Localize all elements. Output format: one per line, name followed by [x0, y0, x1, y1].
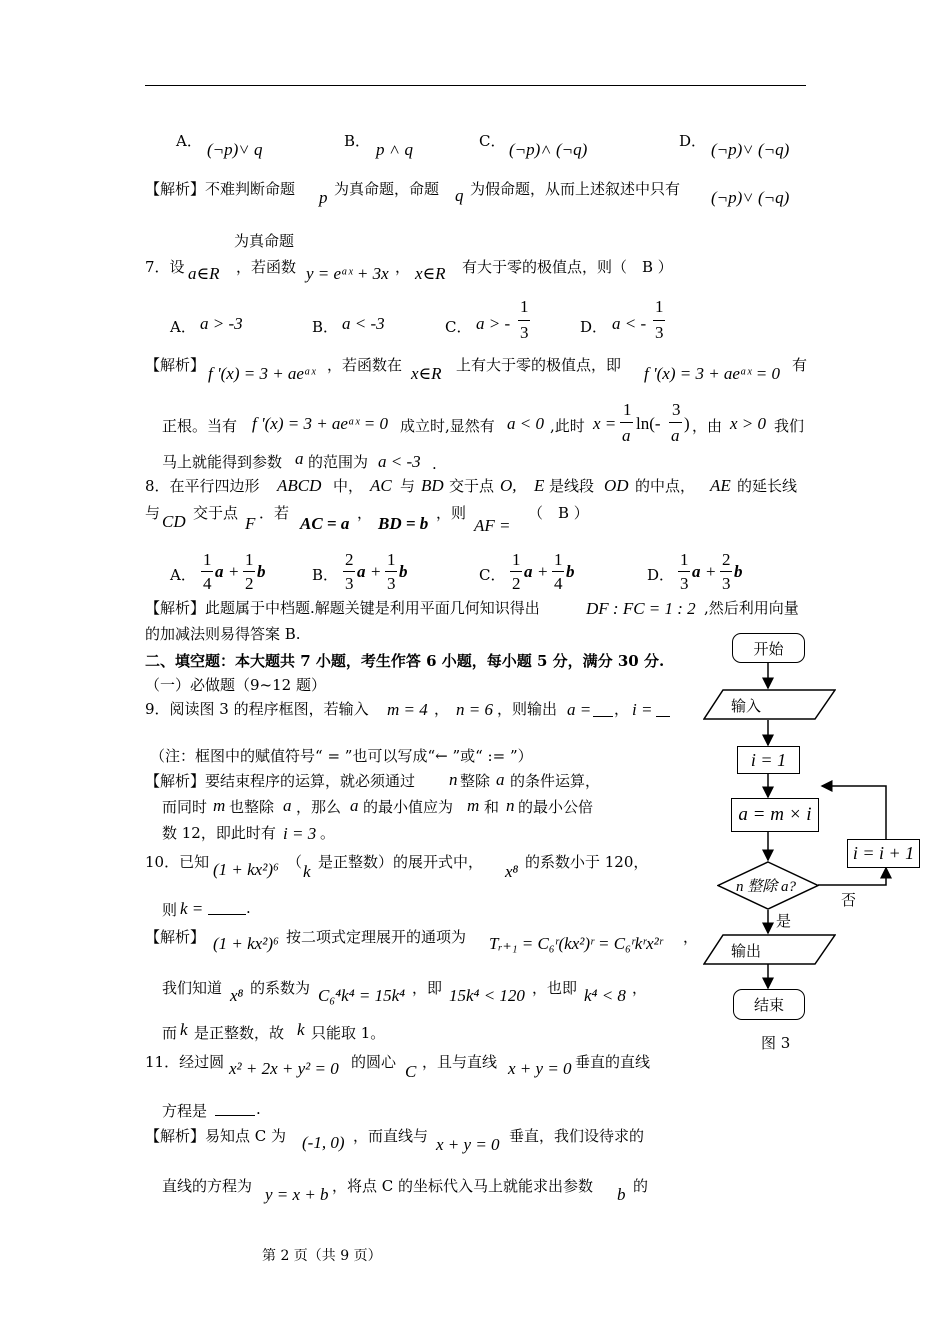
- q10-sol-k: k: [180, 1020, 188, 1039]
- q7-sol-11: 的范围为: [308, 453, 369, 471]
- q7-sol-f3: f '(x) = 3 + aeᵃˣ = 0: [252, 414, 389, 433]
- flowchart-input: [703, 689, 836, 720]
- q7-sol-close: ): [684, 414, 690, 433]
- q10-expr: (1 + kx²)⁶: [213, 860, 279, 879]
- q10-sol-8: ，: [632, 979, 648, 997]
- q9-sol-2: 整除: [460, 772, 491, 790]
- q8-f: F: [245, 514, 256, 533]
- q8-a-d2: 2: [245, 574, 254, 593]
- q11-c: C: [405, 1062, 417, 1081]
- q6-option-b: p ˄ q: [376, 140, 413, 159]
- q9-sol-a2: a: [283, 796, 292, 815]
- q7-sol-8: ，由: [692, 417, 723, 435]
- q11-sol-1: 【解析】易知点 C 为: [145, 1127, 287, 1145]
- q11-sol-3: 垂直，我们设待求的: [509, 1127, 645, 1145]
- q8-b-n1: 2: [345, 550, 354, 569]
- q7-sol-ln: ln(-: [636, 414, 661, 433]
- q9-stem-4: ，: [614, 700, 630, 718]
- q9-stem-3: ，则输出: [497, 700, 558, 718]
- q11-sol-5: ，将点 C 的坐标代入马上就能求出参数: [332, 1177, 594, 1195]
- q7-option-c: a > -: [476, 314, 511, 333]
- q8-b-vb: b: [399, 562, 408, 581]
- q10-sol-ineq: 15k⁴ < 120: [449, 986, 525, 1005]
- q9-sol-n: n: [449, 770, 458, 789]
- q9-sol-9: 的最小公倍: [518, 798, 594, 816]
- q8-l2-4: ，: [357, 504, 373, 522]
- q8-sol-3: 的加减法则易得答案 B.: [145, 625, 301, 643]
- q6-option-c-label: C．: [479, 132, 506, 150]
- q8-c-plus: +: [538, 562, 548, 581]
- q7-sol-frac1-num: 1: [623, 400, 632, 419]
- q6-sol-text-4: 为真命题: [234, 232, 295, 250]
- q8-abcd: ABCD: [277, 476, 322, 495]
- q8-sol-1: 【解析】此题属于中档题.解题关键是利用平面几何知识得出: [145, 599, 540, 617]
- q10-x8: x⁸: [505, 862, 519, 881]
- q6-option-a-label: A．: [176, 132, 202, 150]
- flowchart-output: [703, 934, 836, 965]
- q7-sol-9: 我们: [774, 417, 805, 435]
- q7-stem-a: a∈R: [188, 264, 220, 283]
- q7-stem-1: 7．设: [145, 258, 185, 276]
- q8-b-d1: 3: [345, 574, 354, 593]
- q7-sol-cond: a < 0: [507, 414, 544, 433]
- q11-sol-b: b: [617, 1185, 626, 1204]
- q9-m4: m = 4: [387, 700, 428, 719]
- q8-option-c-label: C．: [479, 566, 506, 584]
- q8-d-plus: +: [706, 562, 716, 581]
- q8-d-va: a: [692, 562, 701, 581]
- q10-stem-5: 则: [162, 901, 178, 919]
- q8-ac-a: AC = a: [300, 514, 350, 533]
- q11-sol-line: x + y = 0: [436, 1135, 500, 1154]
- q8-cd: CD: [162, 512, 186, 531]
- q10-sol-6: ，即: [412, 979, 443, 997]
- q8-a-n2: 1: [245, 550, 254, 569]
- q8-l1-6: 的中点，: [635, 477, 696, 495]
- q10-sol-k2: k: [297, 1020, 305, 1039]
- q10-sol-c: C₆⁴k⁴ = 15k⁴: [318, 986, 406, 1005]
- q9-sol-10: 数 12，即此时有: [162, 824, 276, 842]
- q8-bd: BD: [421, 476, 444, 495]
- q8-c-n2: 1: [554, 550, 563, 569]
- q6-sol-p: p: [319, 188, 328, 207]
- q9-sol-7: 的最小值应为: [363, 798, 454, 816]
- q8-c-vb: b: [566, 562, 575, 581]
- q7-option-a-label: A．: [170, 318, 196, 336]
- flowchart-no-label: 否: [841, 891, 857, 909]
- q9-sol-i3: i = 3: [283, 824, 317, 843]
- flowchart-init: i = 1: [737, 746, 800, 774]
- q7-sol-6: 成立时,显然有: [400, 417, 495, 435]
- q7-stem-2: ，若函数: [236, 258, 297, 276]
- q8-od: OD: [604, 476, 629, 495]
- q8-b-va: a: [357, 562, 366, 581]
- q7-stem-x: x∈R: [415, 264, 446, 283]
- q7-sol-f1: f '(x) = 3 + aeᵃˣ: [208, 364, 316, 383]
- q8-ae: AE: [710, 476, 731, 495]
- q8-l1-2: 中，: [333, 477, 364, 495]
- q7-option-c-den: 3: [520, 323, 529, 342]
- q9-sol-m: m: [213, 796, 226, 815]
- q8-c-n1: 1: [512, 550, 521, 569]
- q7-option-d-num: 1: [655, 297, 664, 316]
- q11-line: x + y = 0: [508, 1059, 572, 1078]
- q7-stem-func: y = eᵃˣ + 3x: [306, 264, 389, 283]
- q8-ac: AC: [370, 476, 392, 495]
- q8-a-n1: 1: [203, 550, 212, 569]
- q9-sol-4: 而同时: [162, 798, 208, 816]
- q11-sol-pt: (-1, 0): [302, 1133, 345, 1152]
- section-2-title: 二、填空题：本大题共 7 小题，考生作答 6 小题，每小题 5 分，满分 30 分.: [145, 652, 665, 670]
- q9-sol-8: 和: [484, 798, 500, 816]
- q10-sol-k8: k⁴ < 8: [584, 986, 626, 1005]
- q8-option-d-label: D．: [647, 566, 675, 584]
- q9-note: （注：框图中的赋值符号“ = ”也可以写成“← ”或“ := ”）: [150, 747, 533, 765]
- q7-sol-end: .: [432, 455, 437, 473]
- arrow-decision-increment: [818, 868, 886, 885]
- flowchart-decision-label: n 整除 a?: [736, 879, 797, 895]
- q9-sol-5: 也整除: [229, 798, 275, 816]
- q9-sol-a: a: [496, 770, 505, 789]
- q10-stem-2: （: [287, 853, 303, 871]
- q8-a-plus: +: [229, 562, 239, 581]
- q7-option-d-den: 3: [655, 323, 664, 342]
- q8-l1-7: 的延长线: [737, 477, 798, 495]
- q7-sol-5: 正根。当有: [162, 417, 238, 435]
- q7-sol-a: a: [295, 449, 304, 468]
- flowchart-decision: [717, 861, 819, 910]
- q8-a-d1: 4: [203, 574, 212, 593]
- q8-option-b-label: B．: [312, 566, 339, 584]
- q7-sol-xg: x > 0: [730, 414, 767, 433]
- flowchart-output-label: 输出: [731, 942, 762, 960]
- q11-stem-1: 11．经过圆: [145, 1053, 225, 1071]
- q8-b-plus: +: [371, 562, 381, 581]
- q7-option-a: a > -3: [200, 314, 243, 333]
- q7-sol-frac1-den: a: [622, 426, 631, 445]
- q11-sol-2: ，而直线与: [353, 1127, 429, 1145]
- q11-circle: x² + 2x + y² = 0: [229, 1059, 339, 1078]
- q6-option-a: (¬p)˅ q: [207, 140, 263, 159]
- q11-sol-eq: y = x + b: [265, 1185, 329, 1204]
- q7-sol-f2: f '(x) = 3 + aeᵃˣ = 0: [644, 364, 781, 383]
- q8-l1-4: 交于点: [449, 477, 495, 495]
- q6-sol-q: q: [455, 186, 464, 205]
- flowchart-caption: 图 3: [761, 1034, 791, 1052]
- q8-b-n2: 1: [387, 550, 396, 569]
- q7-sol-frac2-num: 3: [672, 400, 681, 419]
- q9-sol-m2: m: [467, 796, 480, 815]
- flowchart-start: 开始: [732, 633, 805, 663]
- q10-k: k: [303, 862, 311, 881]
- q9-stem-2: ，: [434, 700, 450, 718]
- q9-sol-n2: n: [506, 796, 515, 815]
- q8-bd-b: BD = b: [378, 514, 429, 533]
- q10-sol-4: 我们知道: [162, 979, 223, 997]
- q9-i-eq: i =: [632, 700, 653, 719]
- flowchart-end: 结束: [733, 989, 805, 1020]
- q10-sol-x8: x⁸: [230, 986, 244, 1005]
- section-2-sub: （一）必做题（9~12 题）: [145, 676, 326, 694]
- q7-sol-x: x =: [593, 414, 617, 433]
- q11-sol-4: 直线的方程为: [162, 1177, 253, 1195]
- q8-af: AF =: [474, 516, 511, 535]
- q7-sol-1: 【解析】: [145, 356, 206, 374]
- q11-stem-6: .: [256, 1100, 261, 1118]
- q8-l2-3: ．若: [259, 504, 290, 522]
- q7-sol-7: ,此时: [550, 417, 585, 435]
- q11-stem-5: 方程是: [162, 1102, 208, 1120]
- page-footer: 第 2 页（共 9 页）: [262, 1248, 382, 1264]
- q7-sol-2: ，若函数在: [327, 356, 403, 374]
- q8-o: O,: [500, 476, 517, 495]
- q10-sol-5: 的系数为: [250, 979, 311, 997]
- q8-l2-2: 交于点: [193, 504, 239, 522]
- flowchart-assign: a = m × i: [731, 798, 819, 832]
- q10-k-eq: k =: [180, 899, 204, 918]
- q7-sol-10: 马上就能得到参数: [162, 453, 283, 471]
- q7-sol-4: 有: [792, 356, 808, 374]
- q9-sol-6: ，那么: [296, 798, 342, 816]
- q8-l2-6: （ B ）: [528, 504, 589, 522]
- q8-d-d1: 3: [680, 574, 689, 593]
- q6-sol-expr: (¬p)˅ (¬q): [711, 188, 790, 207]
- q7-option-c-label: C．: [445, 318, 472, 336]
- q8-c-d1: 2: [512, 574, 521, 593]
- arrow-increment-loop: [822, 786, 886, 839]
- q7-option-b-label: B．: [312, 318, 339, 336]
- q8-l2-1: 与: [145, 504, 161, 522]
- q9-sol-3: 的条件运算，: [510, 772, 601, 790]
- q10-sol-3: ，: [683, 928, 699, 946]
- q7-option-b: a < -3: [342, 314, 385, 333]
- q6-sol-text-2: 为真命题，命题: [334, 180, 440, 198]
- q10-sol-1: 【解析】: [145, 928, 206, 946]
- q6-option-d: (¬p)˅ (¬q): [711, 140, 790, 159]
- flowchart-input-label: 输入: [731, 697, 762, 715]
- q7-stem-3: ，: [395, 258, 411, 276]
- q7-sol-res: a < -3: [378, 452, 421, 471]
- q6-option-d-label: D．: [679, 132, 707, 150]
- q11-stem-3: ，且与直线: [422, 1053, 498, 1071]
- q9-sol-a3: a: [350, 796, 359, 815]
- q8-d-n2: 2: [722, 550, 731, 569]
- q7-sol-xr: x∈R: [411, 364, 442, 383]
- q8-b-d2: 3: [387, 574, 396, 593]
- q9-sol-1: 【解析】要结束程序的运算，就必须通过: [145, 772, 416, 790]
- q8-a-vb: b: [257, 562, 266, 581]
- q7-option-c-num: 1: [520, 297, 529, 316]
- q11-stem-2: 的圆心: [351, 1053, 397, 1071]
- q8-d-n1: 1: [680, 550, 689, 569]
- q10-sol-t: Tᵣ₊₁ = C₆ʳ(kx²)ʳ = C₆ʳkʳx²ʳ: [489, 934, 663, 953]
- q9-sol-11: 。: [320, 824, 336, 842]
- q11-sol-6: 的: [633, 1177, 649, 1195]
- q11-stem-4: 垂直的直线: [575, 1053, 651, 1071]
- q8-l2-5: ，则: [436, 504, 467, 522]
- q9-stem-1: 9．阅读图 3 的程序框图，若输入: [145, 700, 369, 718]
- q8-sol-2: ,然后利用向量: [704, 599, 799, 617]
- q8-e: E: [534, 476, 545, 495]
- q10-sol-expr: (1 + kx²)⁶: [213, 934, 279, 953]
- q10-sol-9: 而: [162, 1024, 178, 1042]
- q6-sol-text-3: 为假命题，从而上述叙述中只有: [470, 180, 681, 198]
- q10-stem-1: 10．已知: [145, 853, 210, 871]
- q10-sol-7: ，也即: [532, 979, 578, 997]
- q10-stem-4: 的系数小于 120，: [525, 853, 649, 871]
- q10-stem-3: 是正整数）的展开式中，: [318, 853, 484, 871]
- q8-d-d2: 3: [722, 574, 731, 593]
- q8-l1-3: 与: [400, 477, 416, 495]
- q8-c-va: a: [524, 562, 533, 581]
- q10-sol-11: 只能取 1。: [311, 1024, 386, 1042]
- q7-stem-4: 有大于零的极值点，则（ B ）: [462, 258, 673, 276]
- q10-stem-6: .: [246, 899, 251, 917]
- q8-l1-5: 是线段: [549, 477, 595, 495]
- q10-sol-10: 是正整数，故: [194, 1024, 285, 1042]
- q8-c-d2: 4: [554, 574, 563, 593]
- q6-sol-text-1: 【解析】不难判断命题: [145, 180, 296, 198]
- q7-sol-frac2-den: a: [671, 426, 680, 445]
- q8-sol-ratio: DF : FC = 1 : 2: [586, 599, 696, 618]
- q10-sol-2: 按二项式定理展开的通项为: [286, 928, 467, 946]
- q8-option-a-label: A．: [170, 566, 196, 584]
- q7-option-d-label: D．: [580, 318, 608, 336]
- q6-option-b-label: B．: [344, 132, 371, 150]
- flowchart-yes-label: 是: [776, 912, 792, 930]
- q8-a-va: a: [215, 562, 224, 581]
- q9-a-eq: a =: [567, 700, 592, 719]
- q7-sol-3: 上有大于零的极值点，即: [456, 356, 622, 374]
- q8-d-vb: b: [734, 562, 743, 581]
- q9-n6: n = 6: [456, 700, 493, 719]
- q8-l1-1: 8．在平行四边形: [145, 477, 260, 495]
- q7-option-d: a < -: [612, 314, 647, 333]
- flowchart-increment: i = i + 1: [847, 839, 920, 868]
- q6-option-c: (¬p)˄ (¬q): [509, 140, 588, 159]
